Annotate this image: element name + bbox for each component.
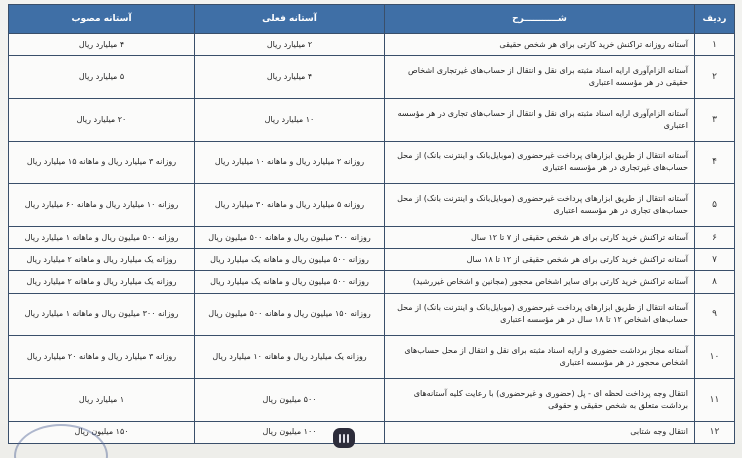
row-number: ۱۲ <box>695 421 735 443</box>
table-row <box>9 271 735 293</box>
row-current-threshold: روزانه یک میلیارد ریال و ماهانه ۱۰ میلیارد ریال <box>195 336 385 379</box>
row-description: آستانه الزام‌آوری ارایه اسناد مثبته برای نقل و انتقال از حساب‌های تجاری در هر مؤسسه اعتباری <box>385 98 695 141</box>
row-current-threshold: روزانه ۵ میلیارد ریال و ماهانه ۳۰ میلیارد ریال <box>195 184 385 227</box>
header-current-threshold: آستانه فعلی <box>195 5 385 34</box>
table-row <box>9 249 735 271</box>
row-number: ۸ <box>695 271 735 293</box>
row-description: آستانه مجاز برداشت حضوری و ارایه اسناد مثبته برای نقل و انتقال از محل حساب‌های اشخاص محجور در هر مؤسسه اعتباری <box>385 336 695 379</box>
row-approved-threshold: روزانه ۳۰۰ میلیون ریال و ماهانه ۱ میلیارد ریال <box>9 293 195 336</box>
row-current-threshold: روزانه ۱۵۰ میلیون ریال و ماهانه ۵۰۰ میلیون ریال <box>195 293 385 336</box>
row-current-threshold: ۱۰ میلیارد ریال <box>195 98 385 141</box>
row-current-threshold: روزانه ۳۰۰ میلیون ریال و ماهانه ۵۰۰ میلیون ریال <box>195 227 385 249</box>
table-row <box>9 227 735 249</box>
row-approved-threshold: ۵ میلیارد ریال <box>9 56 195 99</box>
table-row <box>9 98 735 141</box>
row-description: آستانه تراکنش خرید کارتی برای هر شخص حقیقی از ۱۲ تا ۱۸ سال <box>385 249 695 271</box>
row-description: آستانه انتقال از طریق ابزارهای پرداخت غیرحضوری (موبایل‌بانک و اینترنت بانک) از محل حساب‌های غیرتجاری در هر مؤسسه اعتباری <box>385 141 695 184</box>
row-current-threshold: ۴ میلیارد ریال <box>195 56 385 99</box>
table-row <box>9 184 735 227</box>
row-current-threshold: ۲ میلیارد ریال <box>195 34 385 56</box>
row-number: ۱۱ <box>695 379 735 422</box>
row-current-threshold: ۱۰۰ میلیون ریال <box>195 421 385 443</box>
row-description: آستانه روزانه تراکنش خرید کارتی برای هر شخص حقیقی <box>385 34 695 56</box>
table-row <box>9 421 735 443</box>
row-description: انتقال وجه شتابی <box>385 421 695 443</box>
row-approved-threshold: روزانه ۳ میلیارد ریال و ماهانه ۱۵ میلیارد ریال <box>9 141 195 184</box>
row-current-threshold: ۵۰۰ میلیون ریال <box>195 379 385 422</box>
table-row <box>9 293 735 336</box>
row-number: ۳ <box>695 98 735 141</box>
row-approved-threshold: ۲۰ میلیارد ریال <box>9 98 195 141</box>
row-approved-threshold: روزانه ۵۰۰ میلیون ریال و ماهانه ۱ میلیارد ریال <box>9 227 195 249</box>
row-approved-threshold: روزانه ۱۰ میلیارد ریال و ماهانه ۶۰ میلیارد ریال <box>9 184 195 227</box>
header-approved-threshold: آستانه مصوب <box>9 5 195 34</box>
table-row <box>9 336 735 379</box>
row-number: ۶ <box>695 227 735 249</box>
row-description: انتقال وجه پرداخت لحظه ای - پل (حضوری و غیرحضوری) با رعایت کلیه آستانه‌های برداشت متعلق به شخص حقیقی و حقوقی <box>385 379 695 422</box>
row-description: آستانه الزام‌آوری ارایه اسناد مثبته برای نقل و انتقال از حساب‌های غیرتجاری اشخاص حقیقی در هر مؤسسه اعتباری <box>385 56 695 99</box>
row-current-threshold: روزانه ۵۰۰ میلیون ریال و ماهانه یک میلیارد ریال <box>195 249 385 271</box>
row-approved-threshold: ۴ میلیارد ریال <box>9 34 195 56</box>
row-number: ۲ <box>695 56 735 99</box>
thresholds-table <box>8 4 735 444</box>
table-row <box>9 56 735 99</box>
header-description: شـــــــــــرح <box>385 5 695 34</box>
row-approved-threshold: روزانه یک میلیارد ریال و ماهانه ۲ میلیارد ریال <box>9 249 195 271</box>
row-description: آستانه تراکنش خرید کارتی برای هر شخص حقیقی از ۷ تا ۱۲ سال <box>385 227 695 249</box>
pause-bars-icon[interactable] <box>333 428 355 448</box>
table-row <box>9 379 735 422</box>
row-number: ۹ <box>695 293 735 336</box>
row-current-threshold: روزانه ۵۰۰ میلیون ریال و ماهانه یک میلیارد ریال <box>195 271 385 293</box>
table-row <box>9 34 735 56</box>
row-number: ۴ <box>695 141 735 184</box>
row-number: ۵ <box>695 184 735 227</box>
row-description: آستانه تراکنش خرید کارتی برای سایر اشخاص محجور (مجانین و اشخاص غیررشید) <box>385 271 695 293</box>
row-description: آستانه انتقال از طریق ابزارهای پرداخت غیرحضوری (موبایل‌بانک و اینترنت بانک) از محل حساب‌های تجاری در هر مؤسسه اعتباری <box>385 184 695 227</box>
table-header-row <box>9 5 735 34</box>
row-number: ۷ <box>695 249 735 271</box>
row-current-threshold: روزانه ۲ میلیارد ریال و ماهانه ۱۰ میلیارد ریال <box>195 141 385 184</box>
row-approved-threshold: روزانه یک میلیارد ریال و ماهانه ۲ میلیارد ریال <box>9 271 195 293</box>
row-number: ۱۰ <box>695 336 735 379</box>
table-row <box>9 141 735 184</box>
header-row-no: ردیف <box>695 5 735 34</box>
row-approved-threshold: ۱ میلیارد ریال <box>9 379 195 422</box>
row-approved-threshold: ۱۵۰ میلیون ریال <box>9 421 195 443</box>
row-approved-threshold: روزانه ۳ میلیارد ریال و ماهانه ۲۰ میلیارد ریال <box>9 336 195 379</box>
row-description: آستانه انتقال از طریق ابزارهای پرداخت غیرحضوری (موبایل‌بانک و اینترنت بانک) از محل حساب‌های اشخاص ۱۲ تا ۱۸ سال در هر مؤسسه اعتباری <box>385 293 695 336</box>
row-number: ۱ <box>695 34 735 56</box>
